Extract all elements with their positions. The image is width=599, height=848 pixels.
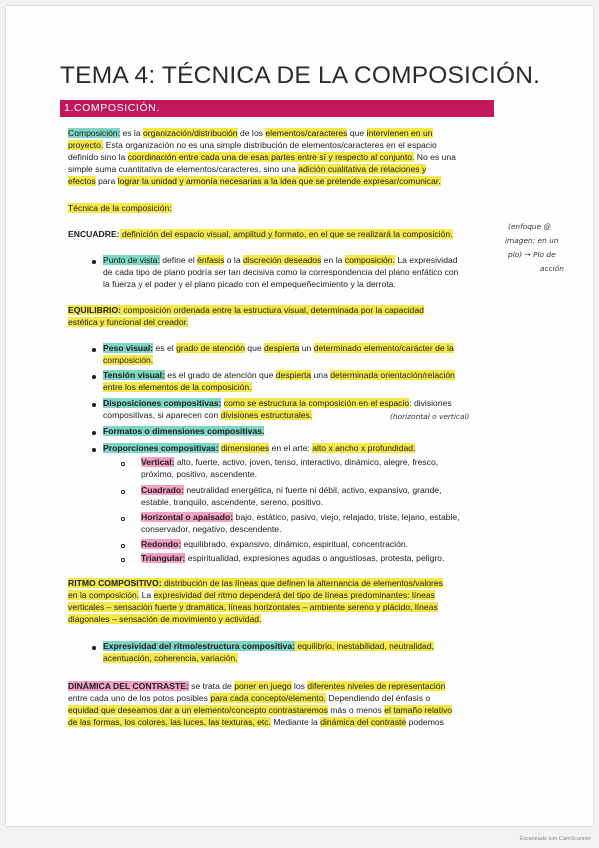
punto-de-vista-line-3: la fuerza y el poder y el plano picado con el empequeñecimiento y la derrota. [103, 279, 396, 289]
composicion-line-4: simple suma cuantitativa de elementos/caracteres, sino una adición cualitativa de relaciones y [68, 164, 427, 174]
format-triangular-line: Triangular: espiritualidad, expresiones agudas o angustiosas, protesta, peligro. [141, 553, 445, 563]
handwritten-note-encuadre-4: acción [540, 264, 564, 273]
dinamica-term: DINÁMICA DEL CONTRASTE: [68, 681, 189, 691]
ritmo-line-2: en la composición. La expresividad del ritmo dependerá del tipo de líneas predominantes: líneas [68, 590, 435, 600]
punto-de-vista-term: Punto de vista: [103, 255, 160, 265]
bullet-icon [92, 431, 96, 435]
tension-visual-line-1: Tensión visual: es el grado de atención que despierta una determinada orientación/relación [103, 370, 455, 380]
expresividad-ritmo-line-2: acentuación, coherencia, variación. [103, 653, 238, 663]
format-cuadrado-line-2: estable, tranquilo, ascendente, sereno, positivo. [141, 497, 324, 507]
peso-visual-line-1: Peso visual: es el grado de atención que despierta un determinado elemento/carácter de la [103, 343, 454, 353]
circle-bullet-icon [121, 462, 125, 466]
format-redondo-line: Redondo: equilibrado, expansivo, dinámico, espiritual, concentración. [141, 539, 409, 549]
dinamica-line-2: entre cada uno de los potos posibles para cada concepto/elemento. Dependiendo del énfasis o [68, 693, 431, 703]
disposiciones-line-1: Disposiciones compositivas: como se estructura la composición en el espacio: divisiones [103, 398, 452, 408]
scanner-watermark: Escaneado con CamScanner [519, 836, 591, 842]
ritmo-line-3: verticales – sensación fuerte y dramática, líneas horizontales – ambiente sereno y plácido, líneas [68, 602, 438, 612]
bullet-icon [92, 403, 96, 407]
tension-visual-line-2: entre los elementos de la composición. [103, 382, 252, 392]
bullet-icon [92, 646, 96, 650]
encuadre-term: ENCUADRE: [68, 229, 120, 239]
composicion-line-2: proyecto. Esta organización no es una simple distribución de elementos/caracteres en el espacio [68, 140, 437, 150]
page-title: TEMA 4: TÉCNICA DE LA COMPOSICIÓN. [60, 62, 541, 89]
ritmo-line-4: diagonales – sensación de movimiento y actividad. [68, 614, 262, 624]
circle-bullet-icon [121, 517, 125, 521]
equilibrio-line-1: EQUILIBRIO: composición ordenada entre la estructura visual, determinada por la capacidad [68, 305, 424, 315]
format-vertical-line-1: Vertical: alto, fuerte, activo, joven, tenso, interactivo, dinámico, alegre, fresco, [141, 457, 439, 467]
handwritten-note-encuadre-1: (enfoque @ [508, 222, 551, 231]
handwritten-note-encuadre-3: plo) → Plo de [508, 250, 556, 259]
circle-bullet-icon [121, 544, 125, 548]
bullet-icon [92, 448, 96, 452]
bullet-icon [92, 260, 96, 264]
equilibrio-line-2: estética y funcional del creador. [68, 317, 189, 327]
format-horizontal-line-1: Horizontal o apaisado: bajo, estático, pasivo, viejo, relajado, triste, lejano, estable, [141, 512, 460, 522]
format-vertical-line-2: próximo, positivo, ascendente. [141, 469, 258, 479]
composicion-line-3: definido sino la coordinación entre cada una de esas partes entre sí y respecto al conjunto. No es una [68, 152, 456, 162]
dinamica-line-4: de las formas, los colores, las luces, las texturas, etc. Mediante la dinámica del contraste podemos [68, 717, 444, 727]
circle-bullet-icon [121, 490, 125, 494]
format-cuadrado-line-1: Cuadrado: neutralidad energética, ni fuerte ni débil, activo, expansivo, grande, [141, 485, 442, 495]
punto-de-vista-line-2: de cada tipo de plano podría ser tan decisiva como la correspondencia del plano enfático con [103, 267, 459, 277]
ritmo-line-1: RITMO COMPOSITIVO: distribución de las líneas que definen la alternancia de elementos/valores [68, 578, 443, 588]
circle-bullet-icon [121, 558, 125, 562]
formatos-line: Formatos o dimensiones compositivas. [103, 426, 265, 436]
bullet-icon [92, 348, 96, 352]
encuadre-definition: ENCUADRE: definición del espacio visual, amplitud y formato, en el que se realizará la composición. [68, 229, 453, 239]
composicion-line-1: Composición: es la organización/distribución de los elementos/caracteres que intervienen en un [68, 128, 433, 138]
expresividad-ritmo-line-1: Expresividad del ritmo/estructura compositiva: equilibrio, inestabilidad, neutralidad, [103, 641, 435, 651]
handwritten-note-encuadre-2: imagen: en un [505, 236, 559, 245]
section-banner: 1.COMPOSICIÓN. [60, 100, 494, 117]
bullet-icon [92, 375, 96, 379]
punto-de-vista-line-1: Punto de vista: define el énfasis o la discreción deseados en la composición. La expresividad [103, 255, 458, 265]
dinamica-line-3: equidad que deseamos dar a un elemento/concepto contrastaremos más o menos el tamaño relativo [68, 705, 453, 715]
dinamica-line-1: DINÁMICA DEL CONTRASTE: se trata de poner en juego los diferentes niveles de representación [68, 681, 446, 691]
ritmo-term: RITMO COMPOSITIVO: [68, 578, 162, 588]
composicion-line-5: efectos para lograr la unidad y armonía necesarias a la idea que se pretende expresar/comunicar. [68, 176, 441, 186]
disposiciones-line-2: compositivas, si aparecen con divisiones estructurales. [103, 410, 313, 420]
peso-visual-line-2: composición. [103, 355, 154, 365]
tecnica-heading: Técnica de la composición: [68, 203, 172, 213]
equilibrio-term: EQUILIBRIO: [68, 305, 121, 315]
format-horizontal-line-2: conservador, negativo, descendente. [141, 524, 282, 534]
handwritten-note-disposiciones: (horizontal o vertical) [390, 412, 470, 421]
proporciones-line: Proporciones compositivas: dimensiones en el arte: alto x ancho x profundidad. [103, 443, 416, 453]
composicion-term: Composición: [68, 128, 121, 138]
